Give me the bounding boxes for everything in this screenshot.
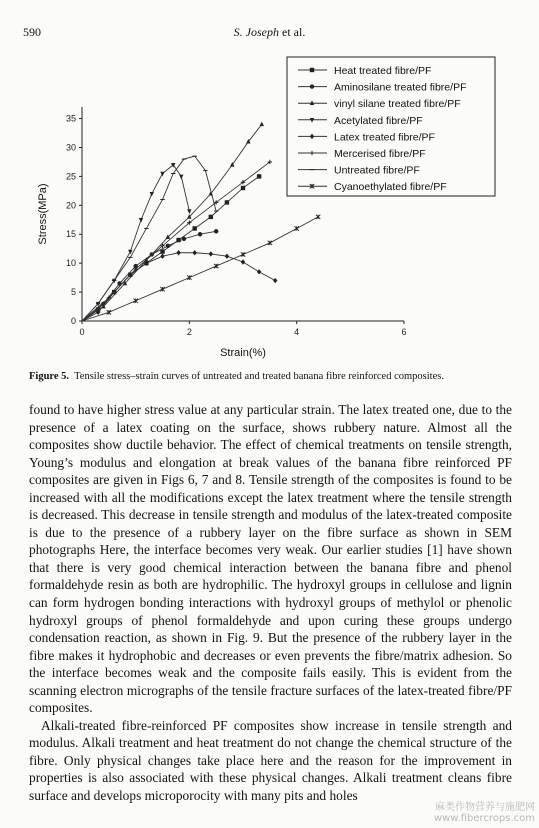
series-line-7 bbox=[82, 156, 216, 321]
y-tick-label: 15 bbox=[65, 229, 76, 240]
y-tick-label: 30 bbox=[65, 142, 76, 153]
data-point bbox=[166, 234, 170, 239]
x-tick-label: 0 bbox=[79, 327, 85, 337]
running-head-suffix: et al. bbox=[279, 25, 306, 39]
y-tick-label: 25 bbox=[65, 171, 76, 182]
data-point bbox=[160, 249, 164, 253]
running-head-author: S. Joseph bbox=[233, 25, 279, 39]
legend-label: Latex treated fibre/PF bbox=[334, 131, 435, 144]
data-point bbox=[209, 215, 213, 219]
watermark bbox=[434, 802, 535, 824]
data-point bbox=[241, 186, 245, 190]
data-point bbox=[187, 275, 191, 279]
data-point bbox=[107, 310, 111, 314]
paragraph-2: Alkali-treated fibre-reinforced PF composites show increase in tensile strength and modulus. Alkali treatment and heat treatment do not change the chemical structure of the fibre. Only physical changes take place here and the reason for the improvement in properties is also associated with these physical changes. Alkali treatment cleans fibre surface and develops microporocity with many pits and holes bbox=[29, 717, 512, 804]
legend-marker bbox=[310, 151, 314, 155]
figure-caption bbox=[29, 371, 519, 382]
data-point bbox=[179, 175, 183, 180]
x-tick-label: 6 bbox=[401, 327, 407, 337]
legend-label: Cyanoethylated fibre/PF bbox=[334, 181, 447, 194]
data-point bbox=[150, 192, 154, 197]
data-point bbox=[241, 252, 245, 256]
data-point bbox=[268, 241, 272, 245]
figure bbox=[0, 50, 539, 370]
data-point bbox=[257, 174, 261, 178]
data-point bbox=[187, 209, 191, 214]
x-tick-label: 4 bbox=[294, 327, 300, 337]
data-point bbox=[225, 200, 229, 204]
series-line-3 bbox=[82, 124, 262, 321]
watermark-line-2: www.fibercrops.com bbox=[433, 813, 535, 824]
stress-strain-chart bbox=[0, 50, 539, 370]
legend-label: Heat treated fibre/PF bbox=[334, 65, 432, 77]
caption-text: Tensile stress–strain curves of untreated and treated banana fibre reinforced composites. bbox=[74, 371, 444, 382]
legend-marker bbox=[310, 134, 314, 139]
data-point bbox=[294, 226, 298, 230]
legend-marker bbox=[310, 84, 314, 88]
data-point bbox=[198, 232, 202, 236]
data-point bbox=[133, 299, 137, 303]
data-point bbox=[214, 264, 218, 268]
legend-label: Untreated fibre/PF bbox=[334, 164, 420, 177]
legend-marker bbox=[310, 68, 314, 72]
y-tick-label: 35 bbox=[65, 113, 76, 124]
data-point bbox=[193, 226, 197, 230]
data-point bbox=[209, 251, 213, 256]
caption-label: Figure 5. bbox=[29, 371, 70, 382]
data-point bbox=[225, 254, 229, 259]
y-tick-label: 0 bbox=[70, 316, 76, 326]
watermark-line-1: 麻类作物营养与施肥网 bbox=[435, 802, 535, 813]
y-tick-label: 5 bbox=[70, 287, 76, 298]
legend-marker bbox=[310, 100, 314, 105]
x-tick-label: 2 bbox=[186, 327, 192, 337]
data-point bbox=[160, 254, 164, 259]
series-line-4 bbox=[82, 165, 189, 321]
data-point bbox=[176, 250, 180, 255]
y-tick-label: 20 bbox=[65, 200, 76, 211]
legend-label: Mercerised fibre/PF bbox=[334, 148, 426, 160]
data-point bbox=[182, 237, 186, 241]
legend-label: vinyl silane treated fibre/PF bbox=[334, 98, 461, 111]
body-text bbox=[29, 401, 512, 805]
data-point bbox=[257, 269, 261, 274]
page-number: 590 bbox=[23, 25, 41, 39]
paragraph-1: found to have higher stress value at any particular strain. The latex treated one, due to the presence of a latex coating on the surface, shows rubbery nature. Almost all the composites show ductile behavior. The effect of chemical treatments on tensile strength, Young’s modulus and elongation at break values of the banana fibre reinforced PF composites are given in Figs 6, 7 and 8. Tensile strength of the composites is found to be increased with all the modifications except the latex treatment where the tensile strength is decreased. This decrease in tensile strength and modulus of the latex-treated composite is due to the presence of a rubbery layer on the fibre surface as shown in SEM photographs Here, the interface becomes very weak. Our earlier studies [1] have shown that there is very good chemical interaction between the banana fibre and phenol formaldehyde resin as both are hydrophilic. The hydroxyl groups in cellulose and lignin can form hydrogen bonding interactions with hydroxyl groups of methylol or phenolic hydroxyl groups of phenol formaldehyde and upon curing these groups undergo condensation reaction, as shown in Fig. 9. But the presence of the rubbery layer in the fibre makes it hydrophobic and decreases or even prevents the fibre/matrix adhesion. So the interface becomes weak and the composite fails easily. This is evident from the scanning electron micrographs of the tensile fracture surfaces of the latex-treated fibre/PF composites. bbox=[29, 402, 512, 716]
data-point bbox=[214, 229, 218, 233]
data-point bbox=[193, 250, 197, 255]
data-point bbox=[273, 278, 277, 283]
legend-label: Aminosilane treated fibre/PF bbox=[334, 81, 467, 94]
running-head bbox=[0, 25, 539, 40]
data-point bbox=[139, 218, 143, 223]
data-point bbox=[316, 215, 320, 219]
data-point bbox=[166, 244, 170, 248]
y-tick-label: 10 bbox=[65, 258, 76, 269]
legend-label: Acetylated fibre/PF bbox=[334, 114, 423, 127]
data-point bbox=[260, 122, 264, 127]
y-axis-label: Stress(MPa) bbox=[37, 183, 49, 245]
data-point bbox=[241, 259, 245, 264]
data-point bbox=[160, 287, 164, 291]
x-axis-label: Strain(%) bbox=[220, 347, 266, 359]
